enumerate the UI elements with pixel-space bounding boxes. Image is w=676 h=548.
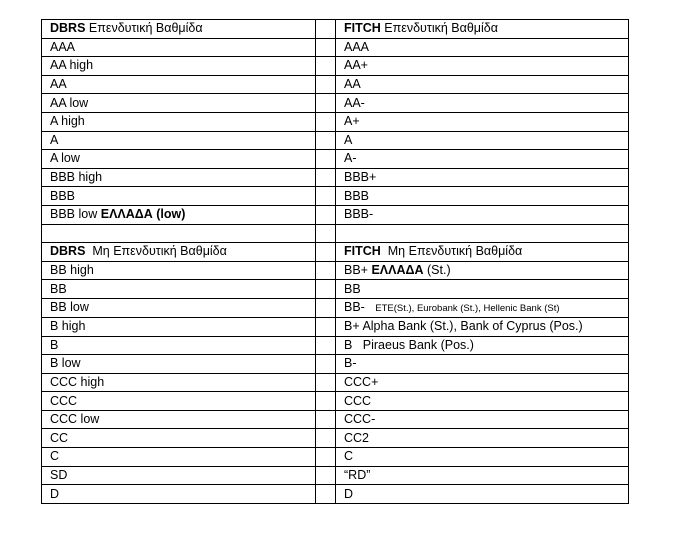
fitch-rating: D [344, 486, 354, 501]
spacer-cell [316, 187, 336, 206]
dbrs-rating-cell [42, 429, 316, 448]
dbrs-rating-cell [42, 317, 316, 336]
spacer-cell [316, 392, 336, 411]
dbrs-rating-cell [42, 410, 316, 429]
table-row [42, 150, 629, 169]
fitch-rating-cell [336, 280, 629, 299]
fitch-rating: AAA [344, 39, 370, 54]
dbrs-rating: BB [50, 281, 67, 296]
spacer-cell [316, 280, 336, 299]
dbrs-rating-cell [42, 150, 316, 169]
dbrs-rating: AA low [50, 95, 89, 110]
dbrs-rating: AA high [50, 58, 94, 73]
dbrs-rating: B high [50, 319, 86, 334]
fitch-rating-cell [336, 168, 629, 187]
table-row [42, 298, 629, 317]
spacer-cell [316, 317, 336, 336]
spacer-cell [316, 485, 336, 504]
banks-note: ETE(St.), Eurobank (St.), Hellenic Bank (St) [375, 302, 560, 314]
fitch-rating-cell [336, 355, 629, 374]
fitch-rating-cell [336, 94, 629, 113]
dbrs-rating-cell [42, 112, 316, 131]
speculative-rows [42, 355, 629, 504]
dbrs-rating: D [50, 486, 60, 501]
dbrs-rating: A high [50, 114, 85, 129]
spacer-cell [316, 38, 336, 57]
dbrs-rating: BBB [50, 188, 76, 203]
spacer-cell [316, 131, 336, 150]
fitch-rating-cell [336, 205, 629, 224]
dbrs-rating: AAA [50, 39, 76, 54]
fitch-rating: B [344, 337, 353, 352]
spacer-cell [316, 448, 336, 467]
fitch-rating-cell [336, 392, 629, 411]
fitch-speculative-header [336, 243, 629, 262]
dbrs-rating-cell [42, 392, 316, 411]
fitch-rating: AA+ [344, 58, 368, 73]
fitch-investment-header [336, 20, 629, 39]
dbrs-rating: B [50, 337, 59, 352]
banks-note: Piraeus Bank (Pos.) [362, 337, 474, 352]
dbrs-rating-cell [42, 485, 316, 504]
dbrs-agency-label: DBRS [50, 244, 86, 259]
speculative-header-row [42, 243, 629, 262]
spacer-cell [316, 75, 336, 94]
fitch-rating: CC2 [344, 430, 370, 445]
dbrs-rating-cell [42, 205, 316, 224]
empty-cell [336, 224, 629, 243]
dbrs-rating: C [50, 449, 60, 464]
ratings-table [41, 19, 629, 504]
fitch-rating-cell [336, 38, 629, 57]
fitch-rating-cell [336, 317, 629, 336]
fitch-rating-cell [336, 485, 629, 504]
dbrs-rating: CC [50, 430, 69, 445]
outlook-note: (St.) [427, 263, 451, 278]
fitch-rating-cell [336, 336, 629, 355]
fitch-rating-cell [336, 112, 629, 131]
fitch-rating: C [344, 449, 354, 464]
table-row [42, 38, 629, 57]
fitch-grade-label: Μη Επενδυτική Βαθμίδα [387, 244, 523, 259]
fitch-rating: A [344, 132, 353, 147]
dbrs-rating-cell [42, 57, 316, 76]
fitch-rating-cell [336, 410, 629, 429]
table-row [42, 410, 629, 429]
dbrs-investment-header [42, 20, 316, 39]
fitch-rating-cell [336, 429, 629, 448]
empty-cell [42, 224, 316, 243]
investment-header-row [42, 20, 629, 39]
fitch-rating-cell [336, 298, 629, 317]
table-row [42, 336, 629, 355]
fitch-rating: BB- [344, 299, 365, 314]
table-row [42, 355, 629, 374]
spacer-cell [316, 112, 336, 131]
spacer-cell [316, 429, 336, 448]
table-row [42, 187, 629, 206]
fitch-agency-label: FITCH [344, 21, 381, 36]
spacer-cell [316, 261, 336, 280]
fitch-agency-label: FITCH [344, 244, 381, 259]
table-row [42, 448, 629, 467]
dbrs-grade-label: Επενδυτική Βαθμίδα [88, 21, 203, 36]
table-row [42, 57, 629, 76]
dbrs-rating: A [50, 132, 59, 147]
dbrs-rating-cell [42, 75, 316, 94]
fitch-rating: B+ [344, 319, 360, 334]
dbrs-rating: CCC low [50, 412, 100, 427]
fitch-rating: BBB+ [344, 170, 377, 185]
fitch-rating: BBB- [344, 207, 374, 222]
greece-rating-note: ΕΛΛΑΔΑ (low) [100, 207, 186, 222]
dbrs-rating-cell [42, 94, 316, 113]
spacer-cell [316, 336, 336, 355]
dbrs-rating-cell [42, 336, 316, 355]
dbrs-grade-label: Μη Επενδυτική Βαθμίδα [92, 244, 227, 259]
dbrs-rating-cell [42, 261, 316, 280]
fitch-rating: AA [344, 77, 361, 92]
table-row [42, 317, 629, 336]
dbrs-rating: CCC [50, 393, 78, 408]
table-row [42, 429, 629, 448]
spacer-cell [316, 466, 336, 485]
spacer-cell [316, 410, 336, 429]
dbrs-rating: SD [50, 467, 68, 482]
fitch-rating-cell [336, 448, 629, 467]
spacer-cell [316, 298, 336, 317]
dbrs-rating-cell [42, 448, 316, 467]
fitch-rating: BB [344, 281, 361, 296]
fitch-rating: BB+ [344, 263, 368, 278]
dbrs-rating-cell [42, 373, 316, 392]
fitch-rating: AA- [344, 95, 365, 110]
table-row [42, 485, 629, 504]
dbrs-agency-label: DBRS [50, 21, 86, 36]
dbrs-rating-cell [42, 131, 316, 150]
spacer-cell [316, 205, 336, 224]
fitch-rating-cell [336, 75, 629, 94]
fitch-grade-label: Επενδυτική Βαθμίδα [384, 21, 498, 36]
dbrs-rating: BBB high [50, 170, 103, 185]
dbrs-rating-cell [42, 298, 316, 317]
dbrs-rating-cell [42, 38, 316, 57]
dbrs-rating: B low [50, 356, 81, 371]
table-row [42, 94, 629, 113]
spacer-cell [316, 373, 336, 392]
dbrs-rating: CCC high [50, 374, 105, 389]
dbrs-rating-cell [42, 466, 316, 485]
table-row [42, 261, 629, 280]
fitch-rating: CCC+ [344, 374, 379, 389]
table-row [42, 205, 629, 224]
dbrs-rating-cell [42, 355, 316, 374]
dbrs-rating-cell [42, 187, 316, 206]
dbrs-rating-cell [42, 168, 316, 187]
banks-note: Alpha Bank (St.), Bank of Cyprus (Pos.) [362, 319, 583, 334]
fitch-rating: B- [344, 356, 357, 371]
fitch-rating-cell [336, 57, 629, 76]
dbrs-rating-cell [42, 280, 316, 299]
fitch-rating: BBB [344, 188, 370, 203]
spacer-cell [316, 168, 336, 187]
separator-row [42, 224, 629, 243]
spacer-cell [316, 57, 336, 76]
table-row [42, 131, 629, 150]
fitch-rating: A+ [344, 114, 360, 129]
fitch-rating: A- [344, 151, 357, 166]
fitch-rating: CCC [344, 393, 372, 408]
greece-rating-note: ΕΛΛΑΔΑ [371, 263, 424, 278]
spacer-cell [316, 150, 336, 169]
dbrs-rating: BB low [50, 300, 89, 315]
table-row [42, 466, 629, 485]
fitch-rating-cell [336, 466, 629, 485]
dbrs-rating: BBB low [50, 207, 98, 222]
spacer-cell [316, 20, 336, 39]
fitch-rating-cell [336, 131, 629, 150]
table-row [42, 112, 629, 131]
fitch-rating-cell [336, 187, 629, 206]
fitch-rating-cell [336, 373, 629, 392]
dbrs-rating: AA [50, 77, 67, 92]
dbrs-rating: A low [50, 151, 80, 166]
fitch-rating: “RD” [344, 467, 371, 482]
table-row [42, 75, 629, 94]
fitch-rating: CCC- [344, 412, 376, 427]
spacer-cell [316, 243, 336, 262]
investment-rows [42, 38, 629, 205]
spacer-cell [316, 94, 336, 113]
dbrs-speculative-header [42, 243, 316, 262]
table-row [42, 168, 629, 187]
spacer-cell [316, 355, 336, 374]
spacer-cell [316, 224, 336, 243]
fitch-rating-cell [336, 261, 629, 280]
dbrs-rating: BB high [50, 263, 94, 278]
table-row [42, 392, 629, 411]
table-row [42, 280, 629, 299]
fitch-rating-cell [336, 150, 629, 169]
table-row [42, 373, 629, 392]
